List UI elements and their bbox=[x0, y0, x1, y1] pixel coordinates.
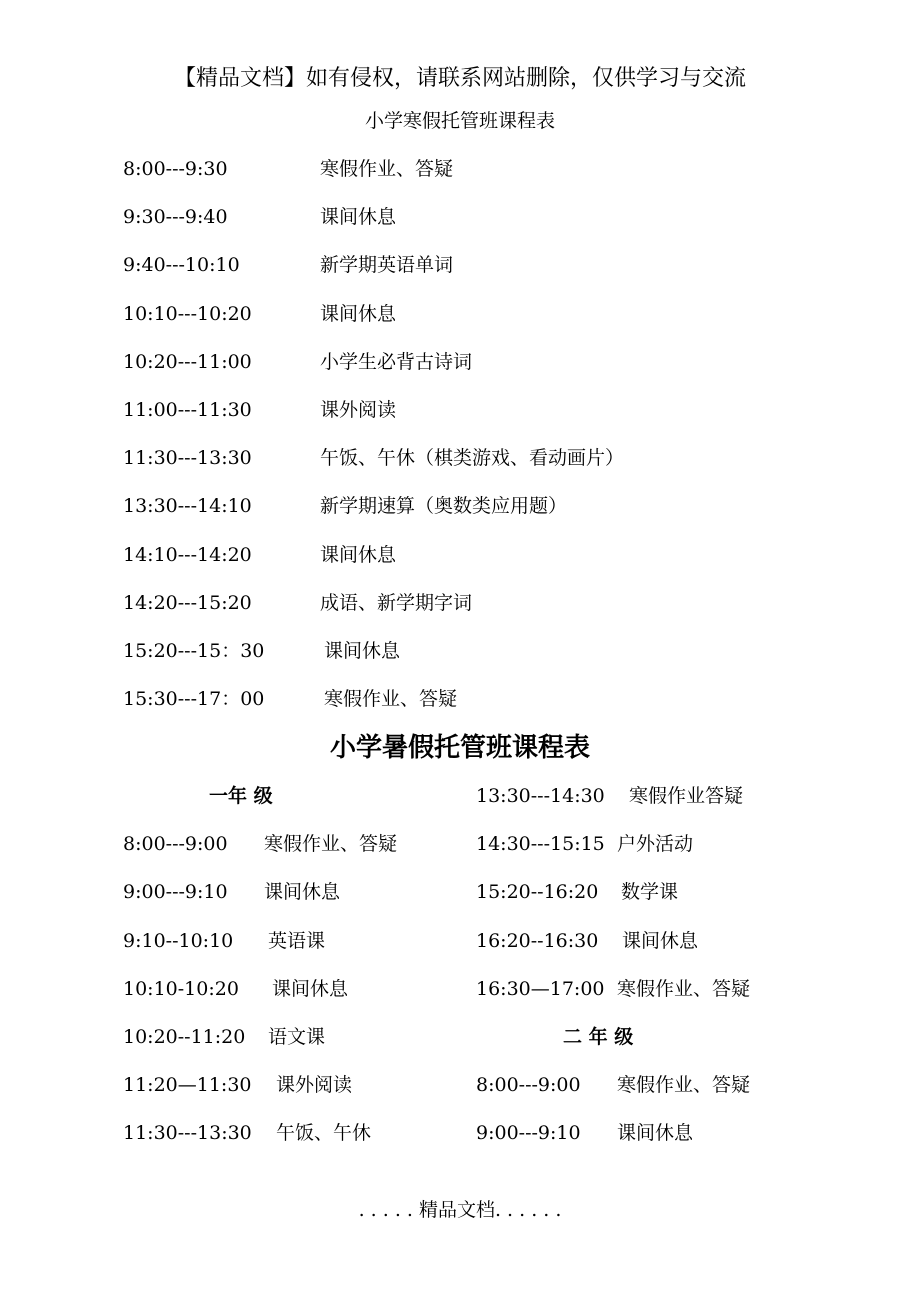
time-slot: 13:30---14:10 bbox=[123, 495, 252, 518]
winter-schedule-list bbox=[123, 154, 823, 732]
time-slot: 10:10---10:20 bbox=[123, 302, 252, 325]
time-slot: 14:10---14:20 bbox=[123, 543, 252, 566]
schedule-row bbox=[123, 1070, 463, 1118]
activity: 户外活动 bbox=[617, 833, 694, 856]
activity: 课间休息 bbox=[324, 639, 401, 662]
time-slot: 15:30---17：00 bbox=[123, 688, 265, 711]
activity: 课间休息 bbox=[622, 929, 699, 952]
time-slot: 14:20---15:20 bbox=[123, 591, 252, 614]
time-slot: 15:20--16:20 bbox=[476, 881, 599, 904]
activity: 课间休息 bbox=[320, 206, 397, 229]
time-slot: 9:40---10:10 bbox=[123, 254, 240, 277]
summer-schedule-title: 小学暑假托管班课程表 bbox=[329, 733, 590, 763]
activity: 数学课 bbox=[621, 881, 679, 904]
schedule-row bbox=[123, 1118, 463, 1166]
schedule-row bbox=[476, 781, 816, 829]
schedule-row bbox=[123, 540, 823, 588]
schedule-row bbox=[123, 395, 823, 443]
time-slot: 9:00---9:10 bbox=[476, 1122, 581, 1145]
activity: 寒假作业、答疑 bbox=[320, 158, 454, 180]
activity: 课外阅读 bbox=[276, 1074, 353, 1097]
schedule-row bbox=[123, 877, 463, 925]
activity: 小学生必背古诗词 bbox=[320, 350, 473, 373]
time-slot: 16:20--16:30 bbox=[476, 929, 599, 952]
schedule-row bbox=[123, 202, 823, 250]
time-slot: 8:00---9:00 bbox=[123, 833, 228, 856]
time-slot: 14:30---15:15 bbox=[476, 833, 605, 856]
activity: 新学期速算（奥数类应用题） bbox=[320, 495, 568, 518]
time-slot: 10:20---11:00 bbox=[123, 350, 252, 373]
schedule-row bbox=[123, 684, 823, 732]
schedule-row bbox=[476, 829, 816, 877]
activity: 寒假作业、答疑 bbox=[264, 833, 398, 856]
schedule-row bbox=[476, 926, 816, 974]
activity: 课外阅读 bbox=[320, 398, 397, 421]
time-slot: 9:30---9:40 bbox=[123, 206, 228, 229]
time-slot: 11:20—11:30 bbox=[123, 1074, 252, 1097]
activity: 语文课 bbox=[268, 1025, 326, 1048]
schedule-row bbox=[123, 491, 823, 539]
activity: 英语课 bbox=[268, 929, 326, 952]
grade-1-label: 一年 级 bbox=[209, 785, 273, 807]
activity: 课间休息 bbox=[320, 302, 397, 325]
time-slot: 8:00---9:00 bbox=[476, 1074, 581, 1097]
schedule-row bbox=[123, 347, 823, 395]
time-slot: 10:10-10:20 bbox=[123, 977, 239, 1000]
time-slot: 8:00---9:30 bbox=[123, 158, 228, 180]
schedule-row bbox=[476, 877, 816, 925]
activity: 午饭、午休（棋类游戏、看动画片） bbox=[320, 447, 625, 470]
activity: 课间休息 bbox=[272, 977, 349, 1000]
activity: 寒假作业、答疑 bbox=[617, 1074, 751, 1097]
schedule-row bbox=[476, 974, 816, 1022]
schedule-row bbox=[123, 154, 823, 202]
schedule-row bbox=[123, 443, 823, 491]
activity: 成语、新学期字词 bbox=[320, 591, 473, 614]
time-slot: 9:10--10:10 bbox=[123, 929, 234, 952]
time-slot: 13:30---14:30 bbox=[476, 785, 605, 807]
schedule-row bbox=[476, 1070, 816, 1118]
activity: 午饭、午休 bbox=[276, 1122, 372, 1145]
winter-schedule-title: 小学寒假托管班课程表 bbox=[364, 110, 555, 132]
schedule-row bbox=[123, 588, 823, 636]
schedule-row bbox=[123, 636, 823, 684]
time-slot: 11:00---11:30 bbox=[123, 398, 252, 421]
grade-heading bbox=[476, 1022, 816, 1070]
activity: 课间休息 bbox=[320, 543, 397, 566]
activity: 寒假作业答疑 bbox=[629, 785, 744, 807]
page-header: 【精品文档】如有侵权，请联系网站删除，仅供学习与交流 bbox=[173, 66, 746, 91]
time-slot: 9:00---9:10 bbox=[123, 881, 228, 904]
activity: 新学期英语单词 bbox=[320, 254, 454, 277]
page-footer: . . . . . 精品文档. . . . . . bbox=[358, 1199, 562, 1221]
summer-right-column bbox=[476, 781, 816, 1167]
grade-heading bbox=[123, 781, 463, 829]
time-slot: 11:30---13:30 bbox=[123, 447, 252, 470]
activity: 课间休息 bbox=[617, 1122, 694, 1145]
activity: 课间休息 bbox=[264, 881, 341, 904]
schedule-row bbox=[123, 299, 823, 347]
schedule-row bbox=[123, 829, 463, 877]
time-slot: 10:20--11:20 bbox=[123, 1025, 246, 1048]
activity: 寒假作业、答疑 bbox=[324, 688, 458, 711]
schedule-row bbox=[476, 1118, 816, 1166]
schedule-row bbox=[123, 1022, 463, 1070]
time-slot: 11:30---13:30 bbox=[123, 1122, 252, 1145]
grade-2-label: 二 年 级 bbox=[563, 1025, 634, 1048]
schedule-row bbox=[123, 974, 463, 1022]
activity: 寒假作业、答疑 bbox=[617, 977, 751, 1000]
summer-left-column bbox=[123, 781, 463, 1167]
time-slot: 15:20---15：30 bbox=[123, 639, 265, 662]
schedule-row bbox=[123, 926, 463, 974]
schedule-row bbox=[123, 250, 823, 298]
time-slot: 16:30—17:00 bbox=[476, 977, 605, 1000]
